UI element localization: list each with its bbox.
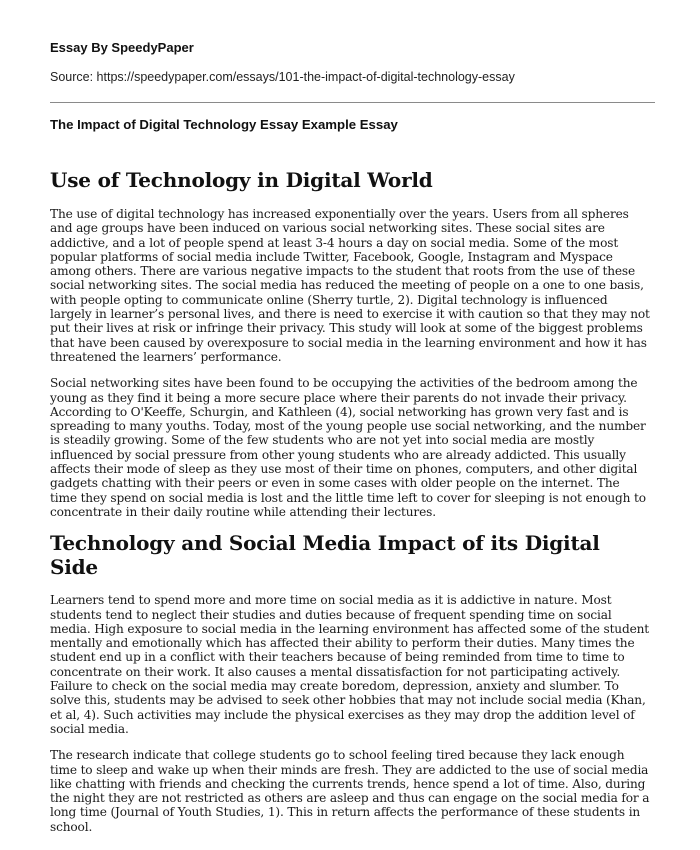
paragraph: The use of digital technology has increased exponentially over the years. Users from all spheres and age groups have been induced on various social networking sites. These social sites are addictive, and a lot of people spend at least 3-4 hours a day on social media. Some of the most popular platforms of social media include Twitter, Facebook, Google, Instagram and Myspace among others. There are various negative impacts to the student that roots from the use of these social networking sites. The social media has reduced the meeting of people on a one to one basis, with people opting to communicate online (Sherry turtle, 2). Digital technology is influenced largely in learner’s personal lives, and there is need to exercise it with caution so that they may not put their lives at risk or infringe their privacy. This study will look at some of the biggest problems that have been caused by overexposure to social media in the learning environment and how it has threatened the learners’ performance.	[50, 207, 650, 364]
paragraph: The research indicate that college students go to school feeling tired because they lack enough time to sleep and wake up when their minds are fresh. They are addicted to the use of social media like chatting with friends and checking the currents trends, hence spend a lot of time. Also, during the night they are not restricted as others are asleep and thus can engage on the social media for a long time (Journal of Youth Studies, 1). This in return affects the performance of these students in school.	[50, 748, 650, 834]
section-heading: Technology and Social Media Impact of its Digital Side	[50, 531, 600, 580]
paragraph: Social networking sites have been found to be occupying the activities of the bedroom among the young as they find it being a more secure place where their parents do not invade their privacy. According to O'Keeffe, Schurgin, and Kathleen (4), social networking has grown very fast and is spreading to many youths. Today, most of the young people use social networking, and the number is steadily growing. Some of the few students who are not yet into social media are mostly influenced by social pressure from other young students who are already addicted. This usually affects their mode of sleep as they use most of their time on phones, computers, and other digital gadgets chatting with their peers or even in some cases with older people on the internet. The time they spend on social media is lost and the little time left to cover for sleeping is not enough to concentrate in their daily routine while attending their lectures.	[50, 376, 646, 519]
essay-title: The Impact of Digital Technology Essay Example Essay	[50, 117, 398, 132]
section-heading: Use of Technology in Digital World	[50, 168, 433, 192]
header-divider	[50, 102, 655, 103]
paragraph: Learners tend to spend more and more time on social media as it is addictive in nature. Most students tend to neglect their studies and duties because of frequent spending time on social media. High exposure to social media in the learning environment has affected some of the student mentally and emotionally which has affected their ability to perform their duties. Many times the student end up in a conflict with their teachers because of being reminded from time to time to concentrate on their work. It also causes a mental dissatisfaction for not participating actively. Failure to check on the social media may create boredom, depression, anxiety and slumber. To solve this, students may be advised to seek other hobbies that may not include social media (Khan, et al, 4). Such activities may include the physical exercises as they may drop the addition level of social media.	[50, 593, 650, 736]
essay-source: Source: https://speedypaper.com/essays/101-the-impact-of-digital-technology-essay	[50, 70, 515, 84]
essay-author: Essay By SpeedyPaper	[50, 40, 194, 55]
